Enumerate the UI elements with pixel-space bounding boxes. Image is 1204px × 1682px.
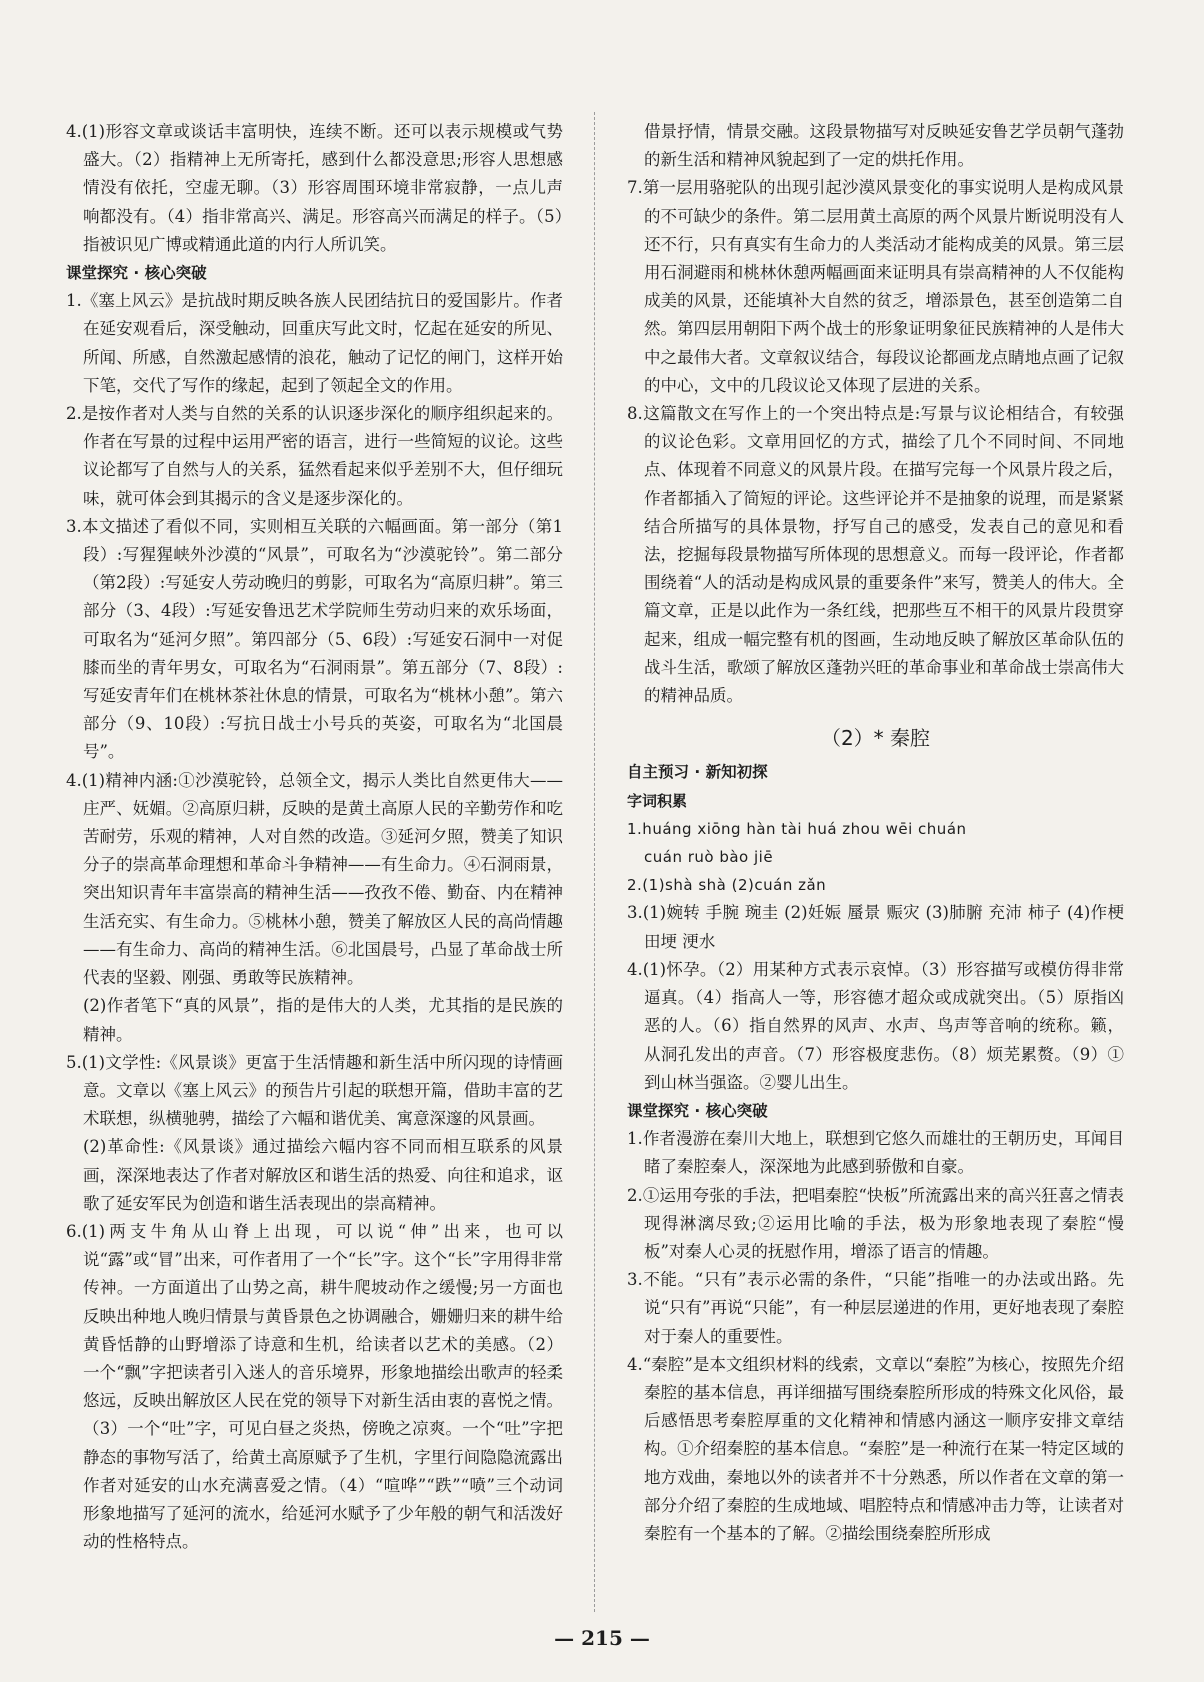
answer-4-2: (2)作者笔下“真的风景”，指的是伟大的人类，尤其指的是民族的精神。 (83, 996, 563, 1044)
answer-6: 6.(1)两支牛角从山脊上出现，可以说“伸”出来，也可以说“露”或“冒”出来，可作者用了一个“长”字。这个“长”字用得非常传神。一方面道出了山势之高，耕牛爬坡动作之缓慢;另一方面也反映出种地人晚归情景与黄昏景色之协调融合，姗姗归来的耕牛给黄昏恬静的山野增添了诗意和生机，给读者以艺术的美感。（2）一个“飘”字把读者引入迷人的音乐境界，形象地描绘出歌声的轻柔悠远，反映出解放区人民在党的领导下对新生活由衷的喜悦之情。（3）一个“吐”字，可见白昼之炎热，傍晚之凉爽。一个“吐”字把静态的事物写活了，给黄土高原赋予了生机，字里行间隐隐流露出作者对延安的山水充满喜爱之情。（4）“喧哗”“跌”“喷”三个动词形象地描写了延河的流水，给延河水赋予了少年般的朝气和活泼好动的性格特点。 (66, 1221, 563, 1552)
column-divider (594, 112, 595, 1612)
answer-7: 7.第一层用骆驼队的出现引起沙漠风景变化的事实说明人是构成风景的不可缺少的条件。第二层用黄土高原的两个风景片断说明没有人还不行，只有真实有生命力的人类活动才能构成美的风景。第三层用石洞避雨和桃林休憩两幅画面来证明具有崇高精神的人不仅能构成美的风景，还能填补大自然的贫乏，增添景色，甚至创造第二自然。第四层用朝阳下两个战士的形象证明象征民族精神的人是伟大中之最伟大者。文章叙议结合，每段议论都画龙点睛地点画了记叙的中心，文中的几段议论又体现了层进的关系。 (627, 178, 1124, 395)
pinyin-line-3: 2.(1)shà shà (2)cuán zǎn (627, 876, 827, 895)
vocab-answer-3: 3.(1)婉转 手腕 琬圭 (2)妊娠 蜃景 赈灾 (3)肺腑 充沛 柿子 (4)作梗 田埂 浭水 (627, 903, 1124, 951)
section-heading-classroom-2: 课堂探究 · 核心突破 (627, 1101, 768, 1120)
pinyin-line-1: 1.huáng xiōng hàn tài huá zhou wēi chuán (627, 819, 967, 838)
vocab-heading: 字词积累 (627, 791, 688, 810)
qinqiang-answer-3: 3.不能。“只有”表示必需的条件，“只能”指唯一的办法或出路。先说“只有”再说“只能”，有一种层层递进的作用，更好地表现了秦腔对于秦人的重要性。 (627, 1270, 1124, 1346)
answer-5-2: (2)革命性:《风景谈》通过描绘六幅内容不同而相互联系的风景画，深深地表达了作者对解放区和谐生活的热爱、向往和追求，讴歌了延安军民为创造和谐生活表现出的崇高精神。 (83, 1137, 563, 1213)
section-heading-classroom: 课堂探究 · 核心突破 (66, 264, 207, 283)
vocab-answer-4-qinqiang: 4.(1)怀孕。（2）用某种方式表示哀悼。（3）形容描写或模仿得非常逼真。（4）指高人一等，形容德才超众或成就突出。（5）原指凶恶的人。（6）指自然界的风声、水声、鸟声等音响的统称。籁，从洞孔发出的声音。（7）形容极度悲伤。（8）烦芜累赘。（9）①到山林当强盗。②婴儿出生。 (627, 959, 1124, 1092)
qinqiang-answer-4: 4.“秦腔”是本文组织材料的线索，文章以“秦腔”为核心，按照先介绍秦腔的基本信息，再详细描写围绕秦腔所形成的特殊文化风俗，最后感悟思考秦腔厚重的文化精神和情感内涵这一顺序安排文章结构。①介绍秦腔的基本信息。“秦腔”是一种流行在某一特定区域的地方戏曲，秦地以外的读者并不十分熟悉，所以作者在文章的第一部分介绍了秦腔的生成地域、唱腔特点和情感冲击力等，让读者对秦腔有一个基本的了解。②描绘围绕秦腔所形成 (627, 1354, 1124, 1543)
answer-6-continued: 借景抒情，情景交融。这段景物描写对反映延安鲁艺学员朝气蓬勃的新生活和精神风貌起到了一定的烘托作用。 (644, 122, 1124, 170)
section-heading-preview: 自主预习 · 新知初探 (627, 763, 768, 782)
left-column (66, 118, 563, 1556)
page-number: — 215 — (554, 1626, 650, 1650)
answer-4-1: 4.(1)精神内涵:①沙漠驼铃，总领全文，揭示人类比自然更伟大——庄严、妩媚。②高原归耕，反映的是黄土高原人民的辛勤劳作和吃苦耐劳，乐观的精神，人对自然的改造。③延河夕照，赞美了知识分子的崇高革命理想和革命斗争精神——有生命力。④石洞雨景，突出知识青年丰富崇高的精神生活——孜孜不倦、勤奋、内在精神生活充实、有生命力。⑤桃林小憩，赞美了解放区人民的高尚情趣——有生命力、高尚的精神生活。⑥北国晨号，凸显了革命战士所代表的坚毅、刚强、勇敢等民族精神。 (66, 770, 563, 988)
vocab-answer-4: 4.(1)形容文章或谈话丰富明快，连续不断。还可以表示规模或气势盛大。（2）指精神上无所寄托，感到什么都没意思;形容人思想感情没有依托，空虚无聊。（3）形容周围环境非常寂静，一点儿声响都没有。（4）指非常高兴、满足。形容高兴而满足的样子。（5）指被识见广博或精通此道的内行人所讥笑。 (66, 122, 563, 254)
answer-8: 8.这篇散文在写作上的一个突出特点是:写景与议论相结合，有较强的议论色彩。文章用回忆的方式，描绘了几个不同时间、不同地点、体现着不同意义的风景片段。在描写完每一个风景片段之后，作者都插入了简短的评论。这些评论并不是抽象的说理，而是紧紧结合所描写的具体景物，抒写自己的感受，发表自己的意见和看法，挖掘每段景物描写所体现的思想意义。而每一段评论，作者都围绕着“人的活动是构成风景的重要条件”来写，赞美人的伟大。全篇文章，正是以此作为一条红线，把那些互不相干的风景片段贯穿起来，组成一幅完整有机的图画，生动地反映了解放区革命队伍的战斗生活，歌颂了解放区蓬勃兴旺的革命事业和革命战士崇高伟大的精神品质。 (627, 404, 1124, 706)
pinyin-line-2: cuán ruò bào jiē (644, 848, 774, 867)
answer-2: 2.是按作者对人类与自然的关系的认识逐步深化的顺序组织起来的。作者在写景的过程中运用严密的语言，进行一些简短的议论。这些议论都写了自然与人的关系，猛然看起来似乎差别不大，但仔细玩味，就可体会到其揭示的含义是逐步深化的。 (66, 404, 563, 508)
answer-5-1: 5.(1)文学性:《风景谈》更富于生活情趣和新生活中所闪现的诗情画意。文章以《塞上风云》的预告片引起的联想开篇，借助丰富的艺术联想，纵横驰骋，描绘了六幅和谐优美、寓意深邃的风景画。 (66, 1052, 563, 1129)
qinqiang-answer-2: 2.①运用夸张的手法，把唱秦腔“快板”所流露出来的高兴狂喜之情表现得淋漓尽致;②运用比喻的手法，极为形象地表现了秦腔“慢板”对秦人心灵的抚慰作用，增添了语言的情趣。 (627, 1185, 1124, 1261)
answer-1: 1.《塞上风云》是抗战时期反映各族人民团结抗日的爱国影片。作者在延安观看后，深受触动，回重庆写此文时，忆起在延安的所见、所闻、所感，自然激起感情的浪花，触动了记忆的闸门，这样开始下笔，交代了写作的缘起，起到了领起全文的作用。 (66, 291, 563, 395)
qinqiang-answer-1: 1.作者漫游在秦川大地上，联想到它悠久而雄壮的王朝历史，耳闻目睹了秦腔秦人，深深地为此感到骄傲和自豪。 (627, 1129, 1124, 1177)
lesson-title: （2）* 秦腔 (820, 726, 931, 751)
answer-3: 3.本文描述了看似不同，实则相互关联的六幅画面。第一部分（第1段）:写猩猩峡外沙漠的“风景”，可取名为“沙漠驼铃”。第二部分（第2段）:写延安人劳动晚归的剪影，可取名为“高原归耕”。第三部分（3、4段）:写延安鲁迅艺术学院师生劳动归来的欢乐场面，可取名为“延河夕照”。第四部分（5、6段）:写延安石洞中一对促膝而坐的青年男女，可取名为“石洞雨景”。第五部分（7、8段）:写延安青年们在桃林茶社休息的情景，可取名为“桃林小憩”。第六部分（9、10段）:写抗日战士小号兵的英姿，可取名为“北国晨号”。 (66, 516, 563, 762)
right-column (627, 118, 1124, 1548)
